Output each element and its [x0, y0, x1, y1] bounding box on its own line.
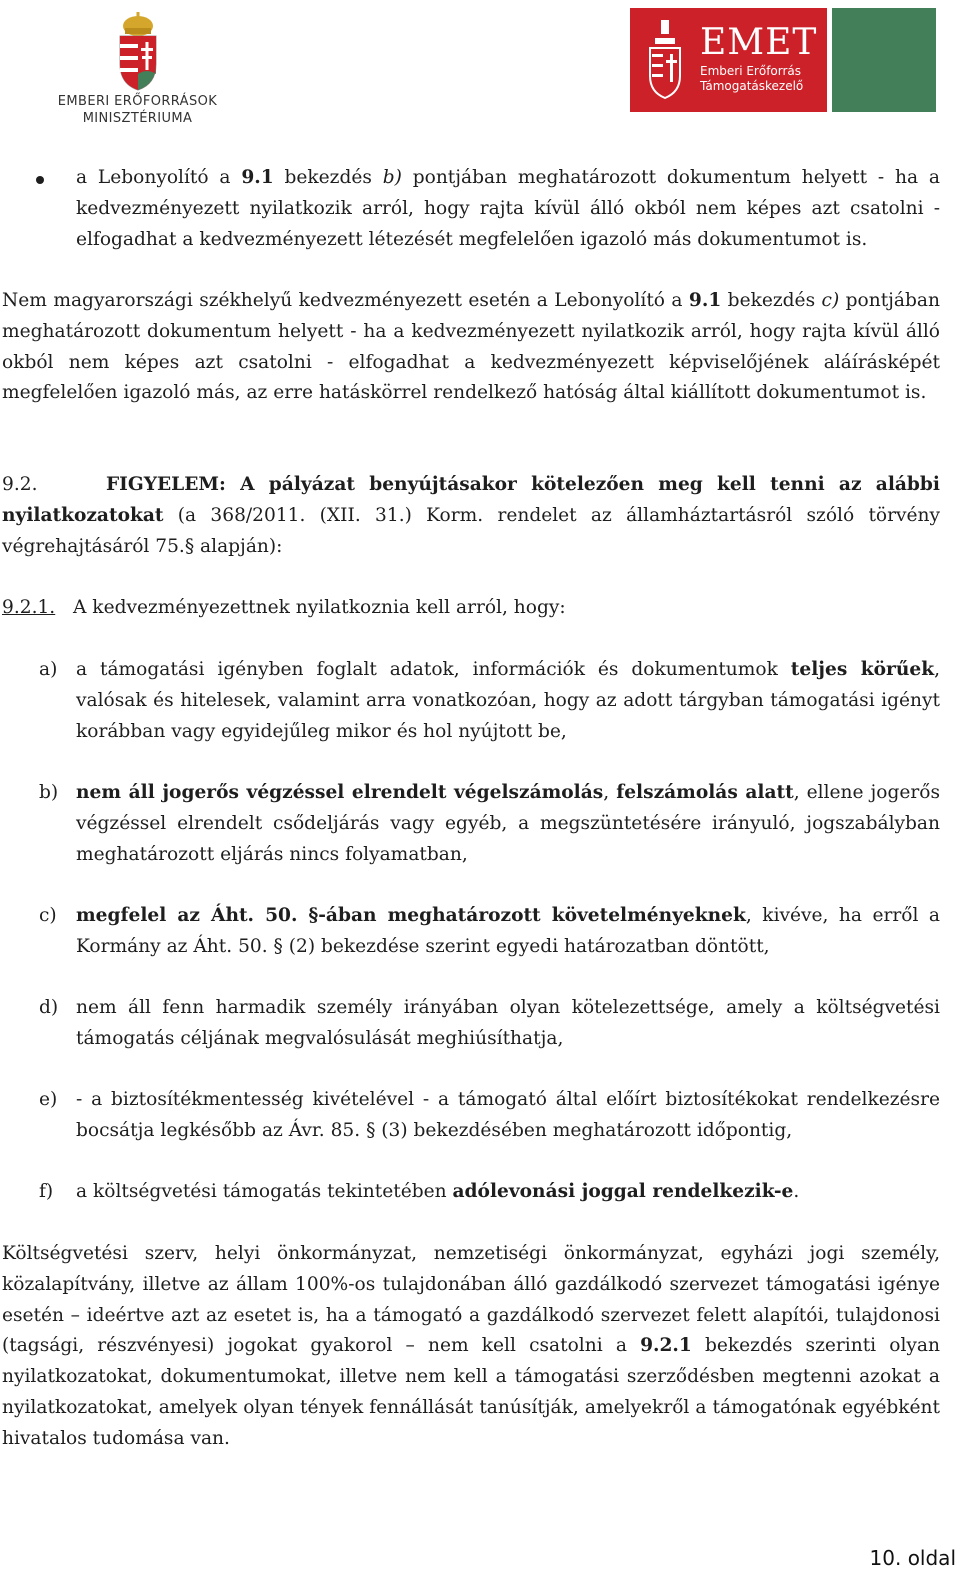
item-b: nem áll jogerős végzéssel elrendelt végelszámolás, felszámolás alatt, ellene jogerős végzéssel elrendelt csődeljárás vagy egyéb, a megszüntetésére irányuló, jogszabályban meghatározott eljárás nincs folyamatban,: [76, 782, 941, 865]
section-number: 9.2.1.: [2, 597, 56, 618]
hungarian-coat-of-arms-icon: [116, 12, 160, 92]
item-label-d: d): [39, 997, 59, 1018]
emet-subtitle: Emberi Erőforrás Támogatáskezelő: [700, 64, 804, 93]
section-number: 9.2.: [2, 474, 38, 495]
final-paragraph: Költségvetési szerv, helyi önkormányzat, nemzetiségi önkormányzat, egyházi jogi személy, közalapítvány, illetve az állam 100%-os tulajdonában álló gazdálkodó szervezet támogatási igénye esetén – ideértve azt az esetet is, ha a támogató a gazdálkodó szervezet felett alapítói, tulajdonosi (tagsági, részvényesi) jogokat gyakorol – nem kell csatolni a 9.2.1 bekezdés szerinti olyan nyilatkozatokat, dokumentumokat, illetve nem kell a támogatási szerződésben megtenni azokat a nyilatkozatokat, amelyek olyan tények fennállását tanúsítják, amelyekről a támogatónak egyébként hivatalos tudomása van.: [2, 1243, 940, 1449]
ministry-name-line2: MINISZTÉRIUMA: [82, 111, 193, 126]
item-c: megfelel az Áht. 50. §-ában meghatározott követelményeknek, kivéve, ha erről a Kormány az Áht. 50. § (2) bekezdése szerint egyedi határozatban döntött,: [76, 905, 940, 957]
bullet-paragraph: a Lebonyolító a 9.1 bekezdés b) pontjában meghatározott dokumentum helyett - ha a kedvezményezett nyilatkozik arról, hogy rajta kívül álló okból nem képes azt csatolni - elfogadhat a kedvezményezett létezését megfelelően igazoló más dokumentumot is.: [76, 167, 940, 250]
emet-logo: [630, 8, 827, 112]
ministry-name-line1: EMBERI ERŐFORRÁSOK: [57, 94, 218, 109]
section-9-2: 9.2. FIGYELEM: A pályázat benyújtásakor kötelezően meg kell tenni az alábbi nyilatkozatokat (a 368/2011. (XII. 31.) Korm. rendelet az államháztartásról szóló törvény végrehajtásáról 75.§ alapján):: [2, 474, 940, 557]
emet-shield-icon: [648, 20, 682, 100]
item-e: - a biztosítékmentesség kivételével - a támogató által előírt biztosítékokat rendelkezésre bocsátja legkésőbb az Ávr. 85. § (3) bekezdésében meghatározott időpontig,: [76, 1089, 940, 1141]
foreign-beneficiary-paragraph: Nem magyarországi székhelyű kedvezményezett esetén a Lebonyolító a 9.1 bekezdés c) pontjában meghatározott dokumentum helyett - ha a kedvezményezett nyilatkozik arról, hogy rajta kívül álló okból nem képes azt csatolni - elfogadhat a kedvezményezett képviselőjének aláírásképét megfelelően igazoló más, az erre hatáskörrel rendelkező hatóság által kiállított dokumentumot is.: [2, 290, 940, 404]
bullet-icon: [36, 176, 44, 184]
item-label-e: e): [39, 1089, 58, 1110]
item-label-c: c): [39, 905, 57, 926]
emet-green-block: [832, 8, 936, 112]
item-f: a költségvetési támogatás tekintetében adólevonási joggal rendelkezik-e.: [76, 1181, 800, 1202]
item-label-a: a): [39, 659, 58, 680]
ministry-logo: [50, 12, 225, 130]
item-d: nem áll fenn harmadik személy irányában olyan kötelezettsége, amely a költségvetési támogatás céljának megvalósulását meghiúsíthatja,: [76, 997, 940, 1049]
emet-title: EMET: [700, 22, 818, 63]
section-9-2-1: 9.2.1. A kedvezményezettnek nyilatkoznia kell arról, hogy:: [2, 597, 566, 618]
item-a: a támogatási igényben foglalt adatok, információk és dokumentumok teljes körűek, valósak és hitelesek, valamint arra vonatkozóan, hogy az adott tárgyban támogatási igényt korábban vagy egyidejűleg mikor és hol nyújtott be,: [76, 659, 940, 742]
item-label-b: b): [39, 782, 59, 803]
item-label-f: f): [39, 1181, 54, 1202]
page-number: 10. oldal: [869, 1546, 956, 1570]
